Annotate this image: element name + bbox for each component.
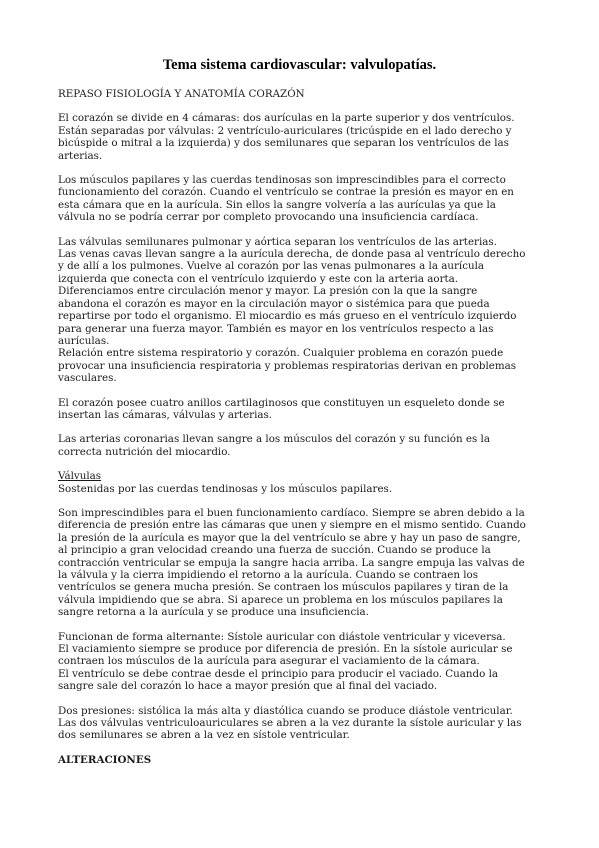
text-line: sangre sale del corazón lo hace a mayor presión que al final del vaciado.: [58, 680, 438, 693]
text-line: Son imprescindibles para el buen funcionamiento cardíaco. Siempre se abren debido a la: [58, 506, 525, 519]
text-line: Están separadas por válvulas: 2 ventrículo-auriculares (tricúspide en el lado derecho y: [58, 124, 512, 137]
text-line: válvula no se podría cerrar por completo provocando una insuficiencia cardíaca.: [58, 211, 479, 224]
text-line: vasculares.: [58, 372, 117, 385]
text-line: El ventrículo se debe contrae desde el principio para producir el vaciado. Cuando la: [58, 667, 499, 680]
paragraph-circulacion: [58, 236, 548, 385]
text-line: repartirse por todo el organismo. El miocardio es más grueso en el ventrículo izquierdo: [58, 310, 517, 323]
paragraph-coronarias: [58, 433, 548, 458]
text-line: esta cámara que en la aurícula. Sin ellos la sangre volvería a las aurículas ya que la: [58, 198, 496, 211]
section-heading-repaso: REPASO FISIOLOGÍA Y ANATOMÍA CORAZÓN: [58, 88, 305, 100]
text-line: al principio a gran velocidad creando una fuerza de succión. Cuando se produce la: [58, 544, 491, 557]
text-line: la válvula y la cierra impidiendo el retorno a la aurícula. Cuando se contraen los: [58, 569, 479, 581]
text-line: Las válvulas semilunares pulmonar y aórtica separan los ventrículos de las arterias.: [58, 235, 497, 248]
document-title: Tema sistema cardiovascular: valvulopatías.: [162, 57, 437, 73]
text-line: El corazón posee cuatro anillos cartilaginosos que constituyen un esqueleto donde se: [58, 396, 505, 409]
text-line: y de allí a los pulmones. Vuelve al corazón por las venas pulmonares a la aurícula: [58, 260, 485, 273]
paragraph-musculos-papilares: [58, 174, 548, 224]
text-line: insertan las cámaras, válvulas y arterias.: [58, 408, 273, 421]
text-line: Dos presiones: sistólica la más alta y diastólica cuando se produce diástole ventricular.: [58, 704, 513, 717]
text-line: válvula impidiendo que se abra. Si aparece un problema en los músculos papilares la: [58, 593, 503, 606]
text-line: abandona el corazón es mayor en la circulación mayor o sistémica para que pueda: [58, 297, 490, 310]
text-line: bicúspide o mitral a la izquierda) y dos semilunares que separan los ventrículos de las: [58, 137, 509, 150]
text-line: diferencia de presión entre las cámaras que unen y siempre en el mismo sentido. Cuando: [58, 519, 526, 532]
paragraph-funcionamiento-valvulas: [58, 507, 548, 619]
text-line: Las venas cavas llevan sangre a la aurícula derecha, de donde pasa al ventrículo derecho: [58, 248, 526, 261]
section-heading-alteraciones: ALTERACIONES: [58, 753, 152, 766]
paragraph-anillos: [58, 397, 548, 422]
text-line: Diferenciamos entre circulación menor y mayor. La presión con la que la sangre: [58, 285, 478, 298]
text-line: Sostenidas por las cuerdas tendinosas y los músculos papilares.: [58, 482, 393, 495]
text-line: El corazón se divide en 4 cámaras: dos aurículas en la parte superior y dos ventrículos.: [58, 112, 515, 125]
document-body: [58, 88, 548, 766]
text-line: para generar una fuerza mayor. También es mayor en los ventrículos respecto a las: [58, 322, 494, 335]
text-line: funcionamiento del corazón. Cuando el ventrículo se contrae la presión es mayor en en: [58, 186, 514, 199]
text-line: Relación entre sistema respiratorio y corazón. Cualquier problema en corazón puede: [58, 347, 504, 360]
text-line: ventrículos se genera mucha presión. Se contraen los músculos papilares y tiran de la: [58, 581, 509, 594]
text-line: dos semilunares se abren a la vez en sístole ventricular.: [58, 729, 350, 742]
text-line: aurículas.: [58, 334, 110, 347]
paragraph-sistole-diastole: [58, 631, 548, 693]
paragraph-camaras: [58, 112, 548, 162]
text-line: arterias.: [58, 149, 103, 162]
text-line: izquierda que conecta con el ventrículo izquierdo y este con la arteria aorta.: [58, 272, 459, 285]
text-line: provocar una insuficiencia respiratoria y problemas respiratorias derivan en problemas: [58, 359, 517, 372]
text-line: sangre retorna a la aurícula y se produce una insuficiencia.: [58, 606, 369, 619]
text-line: Funcionan de forma alternante: Sístole auricular con diástole ventricular y viceversa.: [58, 630, 506, 643]
text-line: contraen los músculos de la aurícula para asegurar el vaciamiento de la cámara.: [58, 655, 480, 668]
paragraph-presiones: [58, 705, 548, 742]
paragraph-valvulas-intro: [58, 470, 548, 495]
text-line: Las dos válvulas ventriculoauriculares se abren a la vez durante la sístole auricular y las: [58, 717, 522, 730]
text-line: la presión de la aurícula es mayor que la del ventrículo se abre y hay un paso de sangre,: [58, 531, 521, 544]
text-line: Los músculos papilares y las cuerdas tendinosas son imprescindibles para el correcto: [58, 174, 506, 187]
subheading-valvulas: Válvulas: [58, 470, 102, 483]
text-line: Las arterias coronarias llevan sangre a los músculos del corazón y su función es la: [58, 433, 490, 446]
text-line: correcta nutrición del miocardio.: [58, 445, 231, 458]
text-line: El vaciamiento siempre se produce por diferencia de presión. En la sístole auricular se: [58, 643, 513, 656]
text-line: contracción ventricular se empuja la sangre hacia arriba. La sangre empuja las valvas de: [58, 556, 525, 569]
